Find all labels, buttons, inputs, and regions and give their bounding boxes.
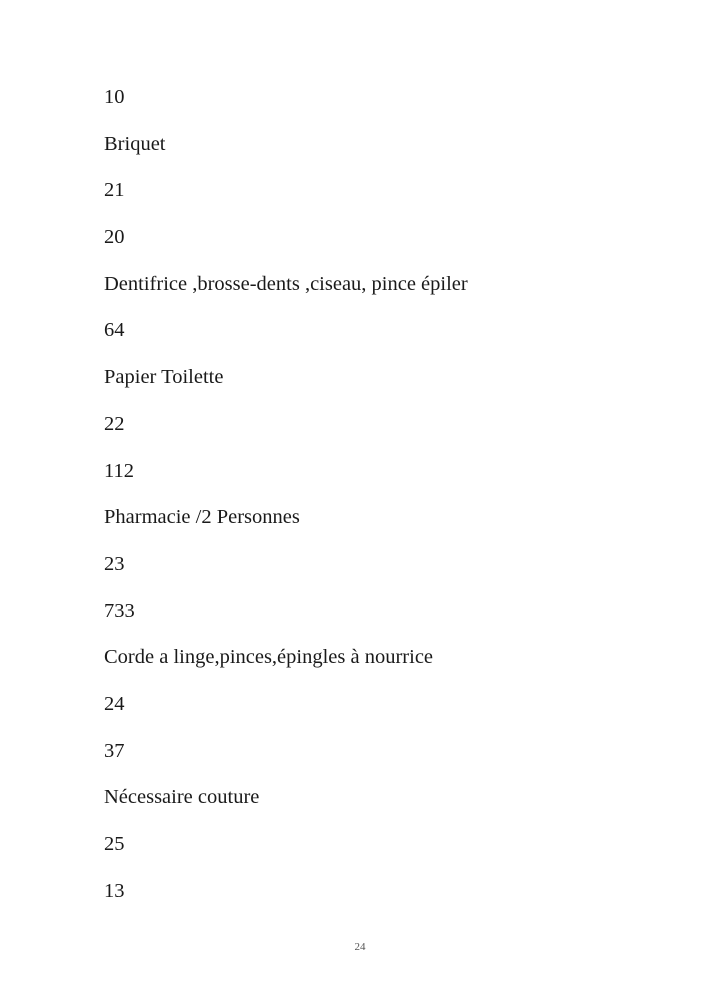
list-line: Corde a linge,pinces,épingles à nourrice	[104, 646, 434, 669]
page-number: 24	[354, 941, 366, 953]
list-line: Nécessaire couture	[104, 786, 260, 809]
list-line: 64	[104, 319, 125, 342]
list-line: Pharmacie /2 Personnes	[104, 506, 300, 529]
list-line: 23	[104, 552, 125, 575]
list-line: 22	[104, 412, 125, 435]
item-list	[104, 84, 468, 924]
list-line: Dentifrice ,brosse-dents ,ciseau, pince épiler	[104, 272, 468, 295]
list-line: 24	[104, 692, 125, 715]
list-line: 13	[104, 879, 125, 902]
list-line: Briquet	[104, 132, 166, 155]
list-line: Papier Toilette	[104, 366, 224, 389]
list-line: 733	[104, 599, 135, 622]
list-line: 10	[104, 86, 125, 108]
list-line: 37	[104, 739, 125, 762]
list-line: 20	[104, 226, 125, 249]
list-line: 21	[104, 179, 125, 202]
list-line: 25	[104, 833, 125, 855]
list-line: 112	[104, 459, 134, 482]
